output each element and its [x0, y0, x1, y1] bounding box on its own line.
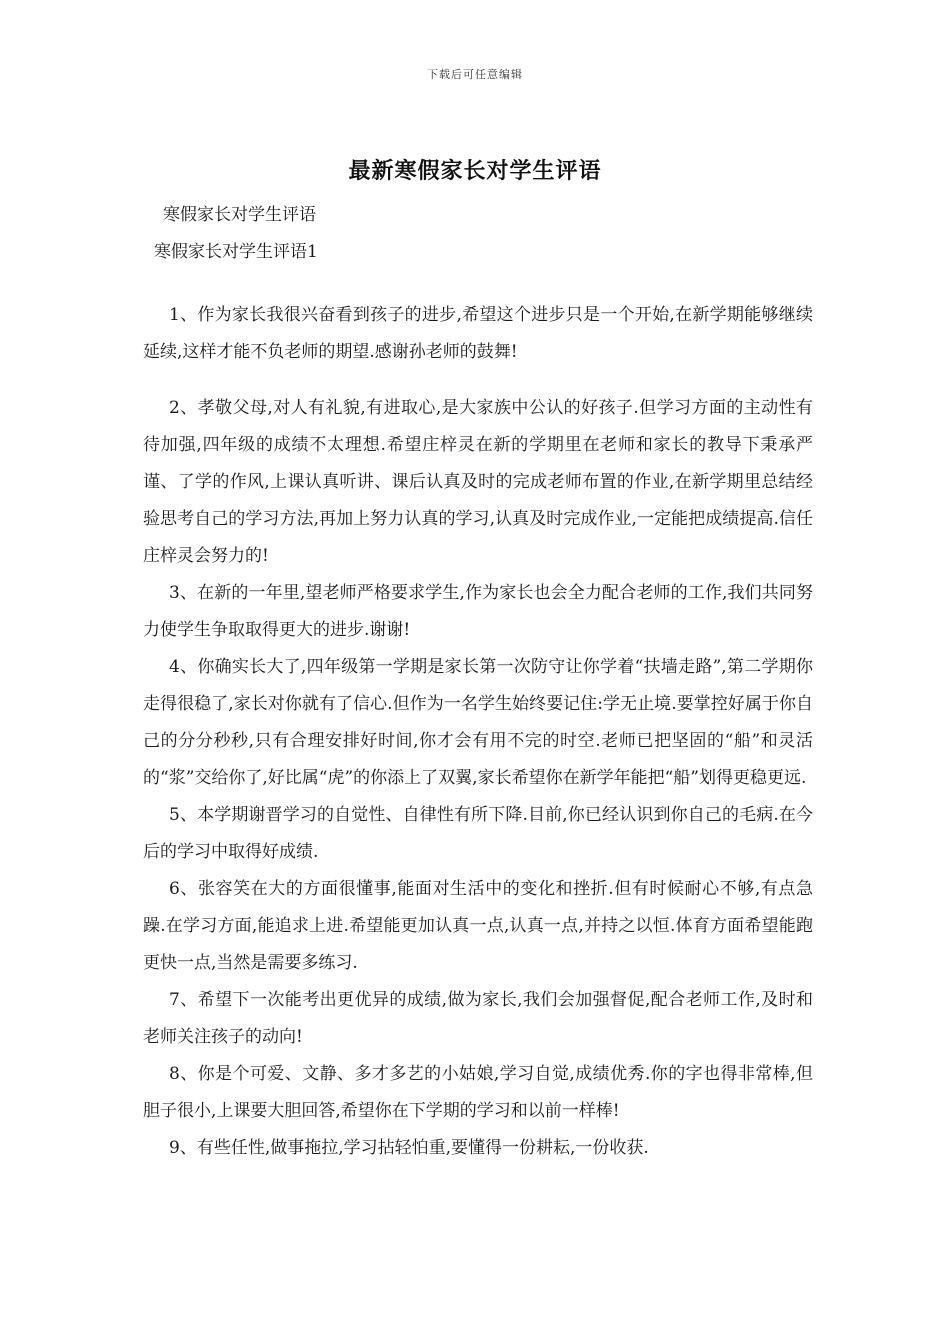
document-title: 最新寒假家长对学生评语 — [348, 158, 602, 184]
body-section-1 — [143, 297, 813, 1167]
comment-paragraph-8: 8、你是个可爱、文静、多才多艺的小姑娘,学习自觉,成绩优秀.你的字也得非常棒,但胆子很小,上课要大胆回答,希望你在下学期的学习和以前一样棒! — [143, 1064, 813, 1121]
comment-paragraph-3: 3、在新的一年里,望老师严格要求学生,作为家长也会全力配合老师的工作,我们共同努力使学生争取取得更大的进步.谢谢! — [143, 583, 813, 640]
header-note: 下载后可任意编辑 — [427, 68, 523, 81]
comment-paragraph-5: 5、本学期谢晋学习的自觉性、自律性有所下降.目前,你已经认识到你自己的毛病.在今后的学习中取得好成绩. — [143, 805, 813, 862]
comment-paragraph-6: 6、张容笑在大的方面很懂事,能面对生活中的变化和挫折.但有时候耐心不够,有点急躁.在学习方面,能追求上进.希望能更加认真一点,认真一点,并持之以恒.体育方面希望能跑更快一点,当然是需要多练习. — [143, 879, 813, 973]
subtitle-primary: 寒假家长对学生评语 — [163, 205, 316, 225]
comment-paragraph-4: 4、你确实长大了,四年级第一学期是家长第一次防守让你学着“扶墙走路”,第二学期你走得很稳了,家长对你就有了信心.但作为一名学生始终要记住:学无止境.要掌控好属于你自己的分分秒秒,只有合理安排好时间,你才会有用不完的时空.老师已把坚固的“船”和灵活的“浆”交给你了,好比属“虎”的你添上了双翼,家长希望你在新学年能把“船”划得更稳更远. — [143, 657, 813, 788]
comment-paragraph-1: 1、作为家长我很兴奋看到孩子的进步,希望这个进步只是一个开始,在新学期能够继续延续,这样才能不负老师的期望.感谢孙老师的鼓舞! — [143, 305, 813, 362]
comment-paragraph-9: 9、有些任性,做事拖拉,学习拈轻怕重,要懂得一份耕耘,一份收获. — [169, 1138, 649, 1158]
comment-paragraph-2: 2、孝敬父母,对人有礼貌,有进取心,是大家族中公认的好孩子.但学习方面的主动性有待加强,四年级的成绩不太理想.希望庄梓灵在新的学期里在老师和家长的教导下秉承严谨、了学的作风,上课认真听讲、课后认真及时的完成老师布置的作业,在新学期里总结经验思考自己的学习方法,再加上努力认真的学习,认真及时完成作业,一定能把成绩提高.信任庄梓灵会努力的! — [143, 398, 813, 566]
subtitle-secondary: 寒假家长对学生评语1 — [154, 242, 318, 262]
comment-paragraph-7: 7、希望下一次能考出更优异的成绩,做为家长,我们会加强督促,配合老师工作,及时和老师关注孩子的动向! — [143, 990, 813, 1047]
